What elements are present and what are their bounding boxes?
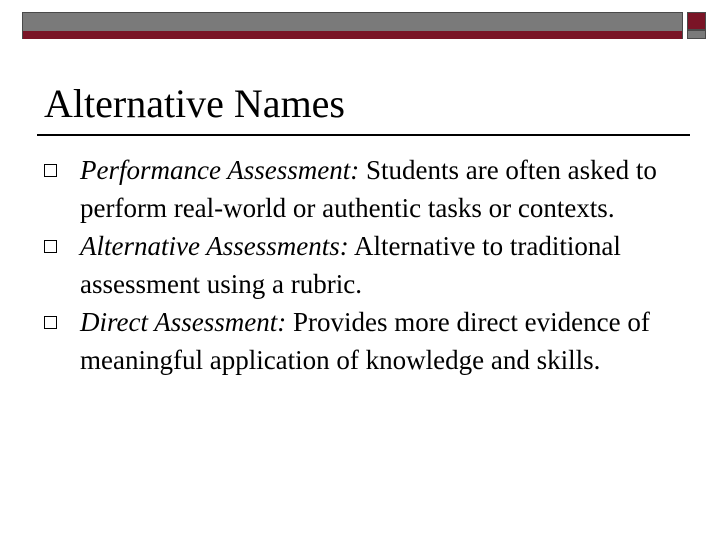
title-underline [37, 134, 690, 136]
header-maroon-stripe [23, 31, 682, 39]
bullet-term: Alternative Assessments: [80, 231, 349, 261]
bullet-item-alternative-assessments [44, 227, 684, 303]
hollow-square-bullet-icon [44, 164, 57, 177]
corner-maroon-square [687, 12, 706, 30]
bullet-text: Provides more direct evidence of meaningful application of knowledge and skills. [80, 307, 650, 375]
bullet-list [44, 151, 684, 379]
corner-gray-square [687, 30, 706, 39]
hollow-square-bullet-icon [44, 240, 57, 253]
bullet-term: Direct Assessment: [80, 307, 287, 337]
hollow-square-bullet-icon [44, 316, 57, 329]
bullet-text: Alternative to traditional assessment using a rubric. [80, 231, 621, 299]
bullet-item-performance-assessment [44, 151, 684, 227]
header-decoration-bar [22, 12, 683, 39]
bullet-term: Performance Assessment: [80, 155, 360, 185]
bullet-text: Students are often asked to perform real-world or authentic tasks or contexts. [80, 155, 657, 223]
bullet-item-direct-assessment [44, 303, 684, 379]
slide-title: Alternative Names [44, 81, 345, 126]
